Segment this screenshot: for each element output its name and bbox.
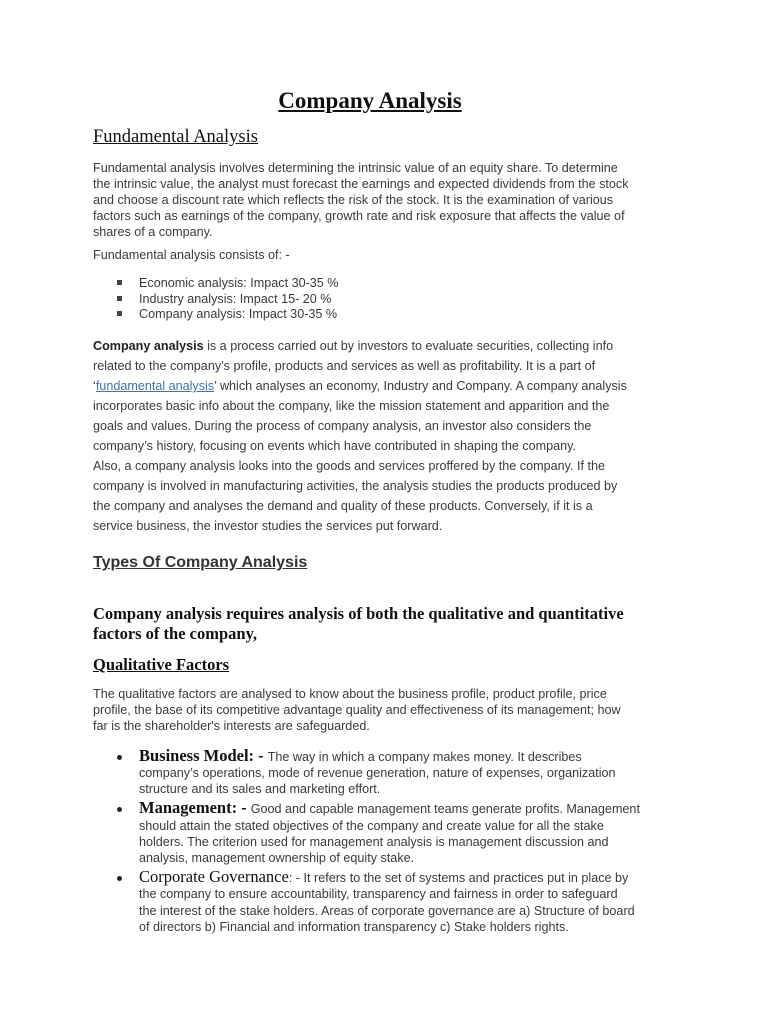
paragraph-line bbox=[93, 358, 595, 374]
paragraph-line: factors such as earnings of the company, growth rate and risk exposure that affects the value of bbox=[93, 209, 625, 223]
paragraph-line: Fundamental analysis involves determining the intrinsic value of an equity share. To determine bbox=[93, 161, 618, 175]
factor-line: analysis, management ownership of equity stake. bbox=[139, 851, 415, 865]
factor-line: structure and its sales and marketing effort. bbox=[139, 782, 381, 796]
paragraph-line bbox=[93, 518, 442, 534]
paragraph-line: The qualitative factors are analysed to know about the business profile, product profile, price bbox=[93, 687, 607, 701]
factor-label: Management: - bbox=[139, 798, 247, 817]
factor-line: of directors b) Financial and information transparency c) Stake holders rights. bbox=[139, 920, 569, 934]
paragraph-line bbox=[93, 418, 591, 434]
bullet-dot-icon bbox=[117, 876, 122, 881]
factor-line: holders. The criterion used for management analysis is management discussion and bbox=[139, 835, 609, 849]
fundamental-analysis-heading: Fundamental Analysis bbox=[93, 127, 258, 147]
factor-text: The way in which a company makes money. It describes bbox=[267, 750, 582, 764]
text-run: Also, a company analysis looks into the goods and services proffered by the company. If the bbox=[93, 459, 605, 473]
text-run: related to the company’s profile, products and services as well as profitability. It is a part of bbox=[93, 359, 596, 373]
factor-first-line bbox=[139, 799, 640, 818]
paragraph-line bbox=[93, 458, 605, 474]
factor-first-line bbox=[139, 868, 628, 887]
paragraph-line: shares of a company. bbox=[93, 225, 213, 239]
types-heading: Types Of Company Analysis bbox=[93, 554, 308, 571]
list-item: Economic analysis: Impact 30-35 % bbox=[139, 276, 339, 290]
factor-label: Corporate Governance bbox=[139, 867, 289, 886]
factor-line: the company to ensure accountability, transparency and fairness in order to safeguard bbox=[139, 887, 618, 901]
factor-text: : - It refers to the set of systems and practices put in place by bbox=[288, 871, 629, 885]
qualitative-factors-heading: Qualitative Factors bbox=[93, 655, 230, 674]
paragraph-line: the intrinsic value, the analyst must forecast the earnings and expected dividends from the stock bbox=[93, 177, 629, 191]
paragraph-line bbox=[93, 398, 609, 414]
factor-first-line bbox=[139, 747, 582, 766]
text-run: ’ which analyses an economy, Industry and Company. A company analysis bbox=[214, 379, 627, 393]
text-run: service business, the investor studies the services put forward. bbox=[93, 519, 443, 533]
factor-label: Business Model: - bbox=[139, 746, 264, 765]
paragraph-line: profile, the base of its competitive advantage quality and effectiveness of its management; how bbox=[93, 703, 621, 717]
text-run: the company and analyses the demand and quality of these products. Conversely, if it is a bbox=[93, 499, 593, 513]
bullet-dot-icon bbox=[117, 807, 122, 812]
requires-line: Company analysis requires analysis of both the qualitative and quantitative bbox=[93, 604, 624, 623]
requires-line: factors of the company, bbox=[93, 624, 258, 643]
bullet-square-icon bbox=[117, 296, 122, 301]
text-run: is a process carried out by investors to evaluate securities, collecting info bbox=[203, 339, 614, 353]
text-run: incorporates basic info about the company, like the mission statement and apparition and the bbox=[93, 399, 610, 413]
text-run: company is involved in manufacturing activities, the analysis studies the products produced by bbox=[93, 479, 618, 493]
bold-term: Company analysis bbox=[93, 339, 204, 353]
consists-of-text: Fundamental analysis consists of: - bbox=[93, 248, 290, 262]
paragraph-line: far is the shareholder's interests are safeguarded. bbox=[93, 719, 370, 733]
text-run: ‘ bbox=[93, 379, 96, 393]
list-item: Industry analysis: Impact 15- 20 % bbox=[139, 292, 332, 306]
bullet-square-icon bbox=[117, 280, 122, 285]
text-run: goals and values. During the process of company analysis, an investor also considers the bbox=[93, 419, 592, 433]
paragraph-line: and choose a discount rate which reflects the risk of the stock. It is the examination of various bbox=[93, 193, 614, 207]
document-title: Company Analysis bbox=[278, 88, 462, 113]
paragraph-line bbox=[93, 478, 617, 494]
bullet-square-icon bbox=[117, 311, 122, 316]
list-item: Company analysis: Impact 30-35 % bbox=[139, 307, 338, 321]
factor-line: the interest of the stake holders. Areas of corporate governance are a) Structure of board bbox=[139, 904, 635, 918]
factor-text: Good and capable management teams generate profits. Management bbox=[250, 802, 640, 816]
bullet-dot-icon bbox=[117, 755, 122, 760]
paragraph-line bbox=[93, 378, 627, 394]
factor-line: should attain the stated objectives of the company and create value for all the stake bbox=[139, 819, 604, 833]
factor-line: company’s operations, mode of revenue generation, nature of expenses, organization bbox=[139, 766, 616, 780]
paragraph-line bbox=[93, 438, 576, 454]
fundamental-analysis-link[interactable]: fundamental analysis bbox=[95, 379, 215, 393]
text-run: company’s history, focusing on events which have contributed in shaping the company. bbox=[93, 439, 577, 453]
paragraph-line bbox=[93, 498, 593, 514]
paragraph-line bbox=[93, 338, 613, 354]
